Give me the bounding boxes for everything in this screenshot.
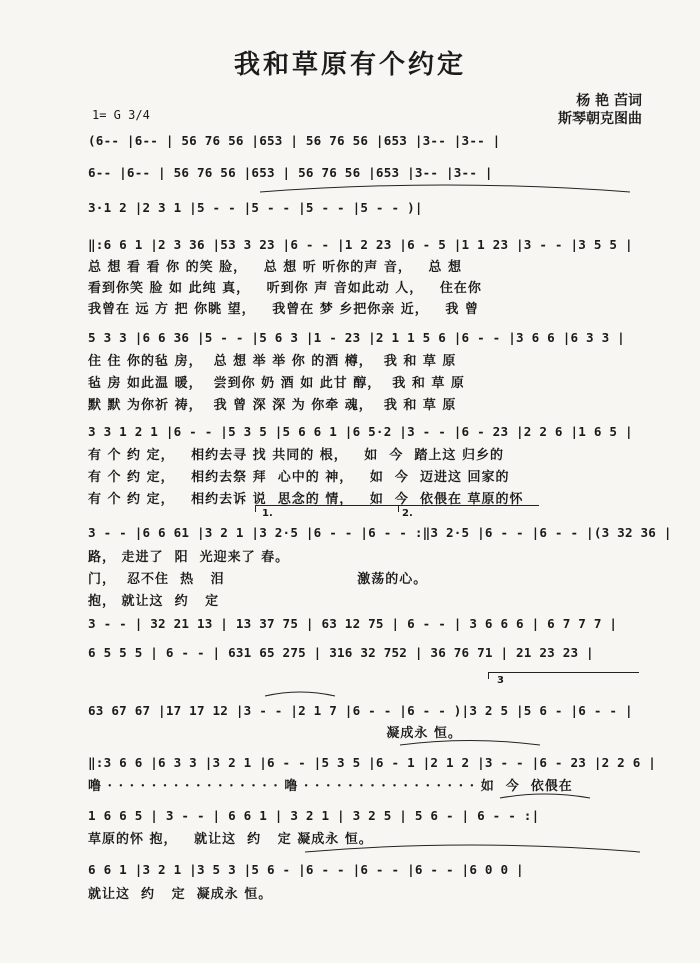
notation-line: 6 6 1 |3 2 1 |3 5 3 |5 6 - |6 - - |6 - - |6 - - |6 0 0 | xyxy=(88,862,524,877)
lyric-line: 有 个 约 定， 相约去寻 找 共同的 根， 如 今 踏上这 归乡的 xyxy=(88,448,504,463)
composer-credit: 斯琴朝克图曲 xyxy=(558,111,642,127)
notation-line: ‖:6 6 1 |2 3 36 |53 3 23 |6 - - |1 2 23 |6 - 5 |1 1 23 |3 - - |3 5 5 | xyxy=(88,237,633,252)
notation-line: 1 6 6 5 | 3 - - | 6 6 1 | 3 2 1 | 3 2 5 | 5 6 - | 6 - - :| xyxy=(88,808,540,823)
lyric-line: 默 默 为你祈 祷， 我 曾 深 深 为 你牵 魂， 我 和 草 原 xyxy=(88,398,457,413)
notation-line: 5 3 3 |6 6 36 |5 - - |5 6 3 |1 - 23 |2 1 1 5 6 |6 - - |3 6 6 |6 3 3 | xyxy=(88,330,625,345)
notation-line: 6-- |6-- | 56 76 56 |653 | 56 76 56 |653 |3-- |3-- | xyxy=(88,165,493,180)
lyric-line: 路， 走进了 阳 光迎来了 春。 xyxy=(88,550,290,565)
lyric-line: 门， 忍不住 热 泪 激荡的心。 xyxy=(88,572,428,587)
notation-line: ‖:3 6 6 |6 3 3 |3 2 1 |6 - - |5 3 5 |6 - 1 |2 1 2 |3 - - |6 - 23 |2 2 6 | xyxy=(88,755,657,770)
volta-bracket-2 xyxy=(398,505,539,512)
volta-label: 2. xyxy=(402,508,413,519)
lyric-line: 抱， 就让这 约 定 xyxy=(88,594,220,609)
notation-line: 63 67 67 |17 17 12 |3 - - |2 1 7 |6 - - |6 - - )|3 2 5 |5 6 - |6 - - | xyxy=(88,703,633,718)
volta-label: 3 xyxy=(497,675,504,686)
lyric-line: 就让这 约 定 凝成永 恒。 xyxy=(88,887,273,902)
lyric-line: 有 个 约 定， 相约去诉 说 思念的 情， 如 今 依偎在 草原的怀 xyxy=(88,492,524,507)
lyric-line: 毡 房 如此温 暖， 尝到你 奶 酒 如 此甘 醇， 我 和 草 原 xyxy=(88,376,465,391)
notation-line: (6-- |6-- | 56 76 56 |653 | 56 76 56 |653 |3-- |3-- | xyxy=(88,133,501,148)
lyricist-credit: 杨 艳 苩词 xyxy=(576,93,642,109)
page-title: 我和草原有个约定 xyxy=(233,50,466,80)
notation-line: 3 - - |6 6 61 |3 2 1 |3 2·5 |6 - - |6 - - :‖3 2·5 |6 - - |6 - - |(3 32 36 | xyxy=(88,525,672,540)
lyric-line: 有 个 约 定， 相约去祭 拜 心中的 神， 如 今 迈进这 回家的 xyxy=(88,470,510,485)
notation-line: 3·1 2 |2 3 1 |5 - - |5 - - |5 - - |5 - - )| xyxy=(88,200,423,215)
lyric-line: 看到你笑 脸 如 此纯 真， 听到你 声 音如此动 人， 住在你 xyxy=(88,281,482,296)
volta-label: 1. xyxy=(262,508,273,519)
volta-bracket-1 xyxy=(255,505,401,512)
lyric-line: 草原的怀 抱， 就让这 约 定 凝成永 恒。 xyxy=(88,832,373,847)
lyric-line: 住 住 你的毡 房， 总 想 举 举 你 的酒 樽， 我 和 草 原 xyxy=(88,354,457,369)
lyric-line: 总 想 看 看 你 的笑 脸， 总 想 听 听你的声 音， 总 想 xyxy=(88,260,462,275)
key-signature: 1= G 3/4 xyxy=(92,108,150,122)
notation-line: 3 - - | 32 21 13 | 13 37 75 | 63 12 75 | 6 - - | 3 6 6 6 | 6 7 7 7 | xyxy=(88,616,618,631)
lyric-line: 噜 · · · · · · · · · · · · · · · · 噜 · · · · · · · · · · · · · · · · 如 今 依偎在 xyxy=(88,779,573,794)
lyric-line: 我曾在 远 方 把 你眺 望， 我曾在 梦 乡把你亲 近， 我 曾 xyxy=(88,302,479,317)
volta-bracket-3 xyxy=(488,672,639,679)
lyric-line: 凝成永 恒。 xyxy=(88,726,462,741)
notation-line: 3 3 1 2 1 |6 - - |5 3 5 |5 6 6 1 |6 5·2 |3 - - |6 - 23 |2 2 6 |1 6 5 | xyxy=(88,424,633,439)
notation-line: 6 5 5 5 | 6 - - | 631 65 275 | 316 32 752 | 36 76 71 | 21 23 23 | xyxy=(88,645,594,660)
